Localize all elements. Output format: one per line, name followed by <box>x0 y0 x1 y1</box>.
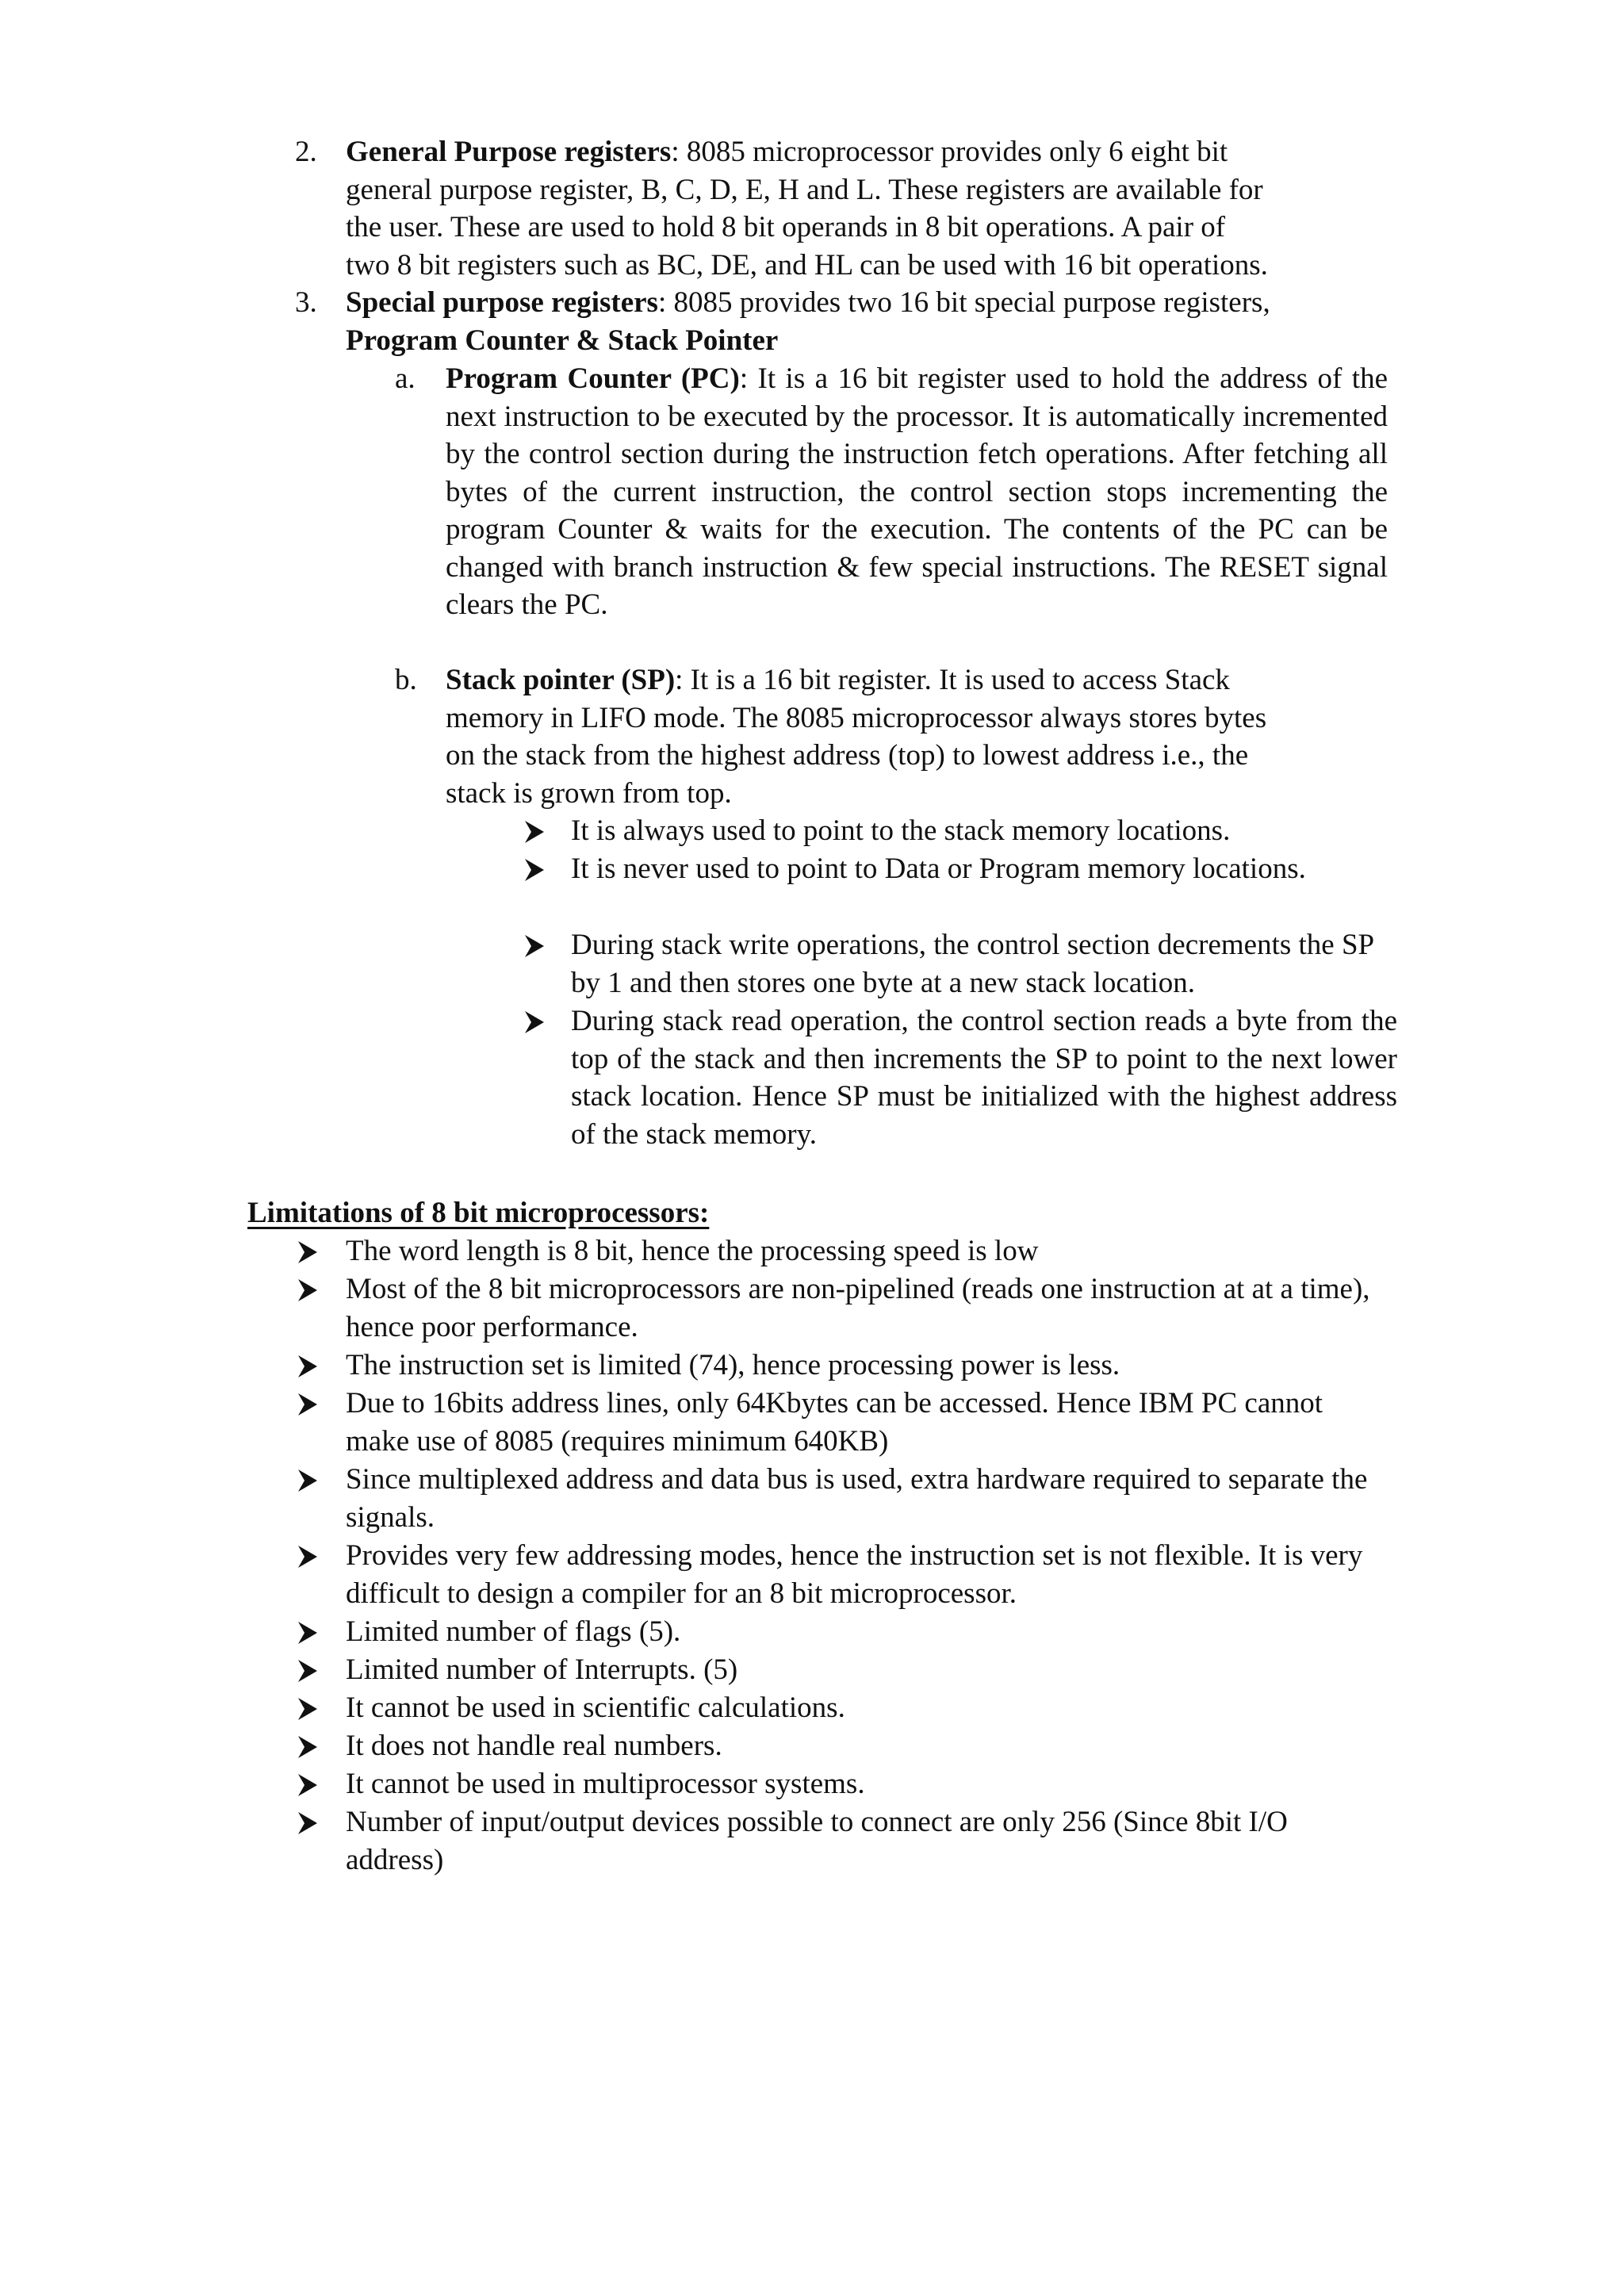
limitation-text: Provides very few addressing modes, hence the instruction set is not flexible. It is very difficult to design a compiler for an 8 bit microprocessor. <box>346 1539 1363 1610</box>
limitation-text: Number of input/output devices possible to connect are only 256 (Since 8bit I/O address) <box>346 1806 1288 1876</box>
text-line: general purpose register, B, C, D, E, H and L. These registers are available for <box>346 173 1263 206</box>
arrow-bullet-icon <box>523 933 546 959</box>
arrow-bullet-icon <box>523 857 546 883</box>
text-line: the user. These are used to hold 8 bit operands in 8 bit operations. A pair of <box>346 211 1226 243</box>
arrow-bullet-icon <box>523 819 546 845</box>
program-counter-description: : It is a 16 bit register used to hold the address of the next instruction to be executed by the processor. It is automatically incremented by the control section during the instruction fetch operations. After fetching all bytes of the current instruction, the control section stops incrementing the program Counter & waits for the execution. The contents of the PC can be changed with branch instruction & few special instructions. The RESET signal clears the PC. <box>446 362 1388 621</box>
special-purpose-registers-subtitle: Program Counter & Stack Pointer <box>346 324 779 357</box>
text-line: memory in LIFO mode. The 8085 microprocessor always stores bytes <box>446 701 1267 734</box>
limitation-text: It does not handle real numbers. <box>346 1730 722 1762</box>
general-purpose-registers-text <box>346 133 1397 284</box>
arrow-bullet-icon <box>297 1239 319 1265</box>
text-line: : 8085 microprocessor provides only 6 eight bit <box>671 136 1228 168</box>
limitation-text: It cannot be used in scientific calculations. <box>346 1692 845 1724</box>
arrow-bullet-icon <box>297 1658 319 1684</box>
item-letter: a. <box>395 362 416 395</box>
item-letter: b. <box>395 664 417 696</box>
bullet-text: It is never used to point to Data or Program memory locations. <box>571 852 1306 885</box>
arrow-bullet-icon <box>523 1010 546 1035</box>
arrow-bullet-icon <box>297 1620 319 1646</box>
text-line: on the stack from the highest address (top) to lowest address i.e., the <box>446 739 1249 772</box>
stack-pointer-title: Stack pointer (SP) <box>446 664 676 696</box>
program-counter-text <box>446 360 1388 624</box>
arrow-bullet-icon <box>297 1696 319 1722</box>
item-number: 2. <box>295 136 317 168</box>
limitation-text: The word length is 8 bit, hence the processing speed is low <box>346 1235 1039 1267</box>
limitation-text: Limited number of Interrupts. (5) <box>346 1653 738 1686</box>
stack-pointer-text <box>446 661 1388 812</box>
program-counter-title: Program Counter (PC) <box>446 362 740 395</box>
arrow-bullet-icon <box>297 1392 319 1417</box>
limitation-text: Most of the 8 bit microprocessors are non-pipelined (reads one instruction at at a time), hence poor performance. <box>346 1273 1370 1343</box>
arrow-bullet-icon <box>297 1772 319 1798</box>
text-line: stack is grown from top. <box>446 776 732 810</box>
item-number: 3. <box>295 286 317 319</box>
bullet-text: During stack write operations, the control section decrements the SP by 1 and then stores one byte at a new stack location. <box>571 929 1373 999</box>
arrow-bullet-icon <box>297 1734 319 1760</box>
arrow-bullet-icon <box>297 1354 319 1379</box>
general-purpose-registers-title: General Purpose registers <box>346 136 672 168</box>
text-line: : 8085 provides two 16 bit special purpose registers, <box>657 286 1270 319</box>
special-purpose-registers-title: Special purpose registers <box>346 286 658 319</box>
bullet-text: It is always used to point to the stack memory locations. <box>571 814 1231 847</box>
arrow-bullet-icon <box>297 1468 319 1493</box>
limitation-text: The instruction set is limited (74), hence processing power is less. <box>346 1349 1120 1381</box>
arrow-bullet-icon <box>297 1810 319 1836</box>
bullet-text: During stack read operation, the control section reads a byte from the top of the stack and then increments the SP to point to the next lower stack location. Hence SP must be initialized with the highest address of the stack memory. <box>571 1005 1397 1151</box>
arrow-bullet-icon <box>297 1544 319 1569</box>
limitation-text: Limited number of flags (5). <box>346 1615 681 1648</box>
text-line: : It is a 16 bit register. It is used to access Stack <box>675 664 1230 696</box>
limitation-text: It cannot be used in multiprocessor systems. <box>346 1768 865 1800</box>
special-purpose-registers-text <box>346 284 1397 359</box>
text-line: two 8 bit registers such as BC, DE, and HL can be used with 16 bit operations. <box>346 248 1268 282</box>
arrow-bullet-icon <box>297 1278 319 1303</box>
limitations-heading: Limitations of 8 bit microprocessors: <box>247 1197 710 1229</box>
limitation-text: Since multiplexed address and data bus is used, extra hardware required to separate the signals. <box>346 1463 1368 1534</box>
limitation-text: Due to 16bits address lines, only 64Kbytes can be accessed. Hence IBM PC cannot make use of 8085 (requires minimum 640KB) <box>346 1387 1323 1458</box>
